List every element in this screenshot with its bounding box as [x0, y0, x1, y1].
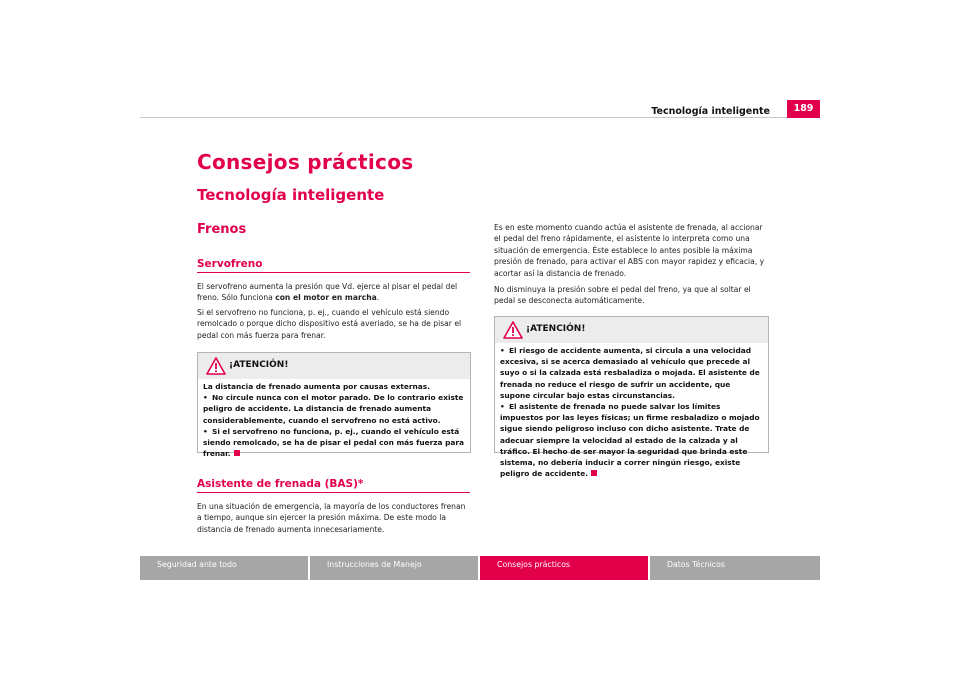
warning-bullet-text: El riesgo de accidente aumenta, si circula a una velocidad excesiva, si se acerca demasiado al vehículo que precede al suyo o si la calzada está resbaladiza o mojada. El asistente de frenada no reduce el riesgo de sufrir un accidente, que supone circular bajo estas circunstancias. [500, 346, 760, 400]
footer-tab-seguridad[interactable] [140, 556, 308, 580]
footer-tab-label: Consejos prácticos [497, 560, 571, 569]
warning-bullet-text: El asistente de frenada no puede salvar los límites impuestos por las leyes físicas; un firme resbaladizo o mojado sigue siendo peligroso incluso con dicho asistente. Trate de adecuar siempre la velocidad al estado de la calzada y al tráfico. El hecho de ser mayor la seguridad que brinda este sistema, no debería inducir a correr ningún riesgo, existe peligro de accidente. [500, 402, 760, 479]
warning-bullet [203, 426, 465, 460]
warning-label: ¡ATENCIÓN! [526, 324, 586, 334]
footer-tab-label: Seguridad ante todo [157, 560, 237, 569]
servofreno-paragraph-1 [197, 281, 472, 304]
bullet-icon: • [500, 402, 505, 412]
warning-intro: La distancia de frenado aumenta por causas externas. [203, 382, 431, 391]
warning-bullet [500, 345, 763, 401]
warning-box-1 [197, 352, 471, 459]
warning-bullet [203, 392, 465, 426]
footer-tab-label: Datos Técnicos [667, 560, 725, 569]
end-of-section-icon [234, 450, 240, 456]
bullet-icon: • [203, 426, 208, 436]
right-paragraph-1: Es en este momento cuando actúa el asistente de frenada, al accionar el pedal del freno rápidamente, el asistente lo interpreta como una situación de emergencia. Éste establece lo antes posible la máxima presión de frenado, para activar el ABS con mayor rapidez y eficacia, y acortar así la distancia de frenado. [494, 223, 765, 278]
warning-body [495, 343, 768, 484]
servofreno-emphasis: con el motor en marcha [275, 293, 377, 303]
warning-bullet-text: No circule nunca con el motor parado. De lo contrario existe peligro de accidente. La distancia de frenado aumenta considerablemente, cuando el servofreno no está activo. [203, 393, 464, 425]
section-title: Tecnología inteligente [197, 186, 385, 204]
page-number: 189 [787, 100, 820, 118]
warning-triangle-icon [503, 321, 523, 339]
servofreno-text: El servofreno aumenta la presión que Vd. ejerce al pisar el pedal del freno. Sólo funciona [197, 282, 458, 303]
warning-label: ¡ATENCIÓN! [229, 360, 289, 370]
footer-tab-consejos[interactable] [480, 556, 648, 580]
footer-tab-datos[interactable] [650, 556, 820, 580]
warning-bullet [500, 401, 763, 479]
servofreno-paragraph-2: Si el servofreno no funciona, p. ej., cuando el vehículo está siendo remolcado o porque dicho dispositivo está averiado, se ha de pisar el pedal con más fuerza para frenar. [197, 308, 462, 340]
servofreno-text-end: . [376, 293, 380, 303]
bas-paragraph-1: En una situación de emergencia, la mayoría de los conductores frenan a tiempo, aunque sin ejercer la presión máxima. De este modo la distancia de frenado aumenta innecesariamente. [197, 502, 466, 534]
warning-header [495, 317, 768, 343]
warning-bullet-text: Si el servofreno no funciona, p. ej., cuando el vehículo está siendo remolcado, se ha de pisar el pedal con más fuerza para frenar. [203, 426, 465, 459]
end-of-section-icon [591, 470, 597, 476]
bullet-icon: • [500, 346, 505, 355]
right-paragraph-2: No disminuya la presión sobre el pedal del freno, ya que al soltar el pedal se desconecta automáticamente. [494, 285, 751, 306]
warning-body [198, 379, 470, 464]
bullet-icon: • [203, 393, 208, 403]
footer-tab-label: Instrucciones de Manejo [327, 560, 422, 569]
footer-tab-instrucciones[interactable] [310, 556, 478, 580]
warning-box-2 [494, 316, 769, 479]
servofreno-heading: Servofreno [197, 258, 470, 273]
running-title: Tecnología inteligente [651, 106, 770, 117]
chapter-title: Consejos prácticos [197, 150, 414, 174]
header-rule [140, 117, 820, 118]
warning-triangle-icon [206, 357, 226, 375]
bas-heading: Asistente de frenada (BAS)* [197, 478, 470, 493]
warning-header [198, 353, 470, 379]
subsection-title: Frenos [197, 222, 247, 237]
